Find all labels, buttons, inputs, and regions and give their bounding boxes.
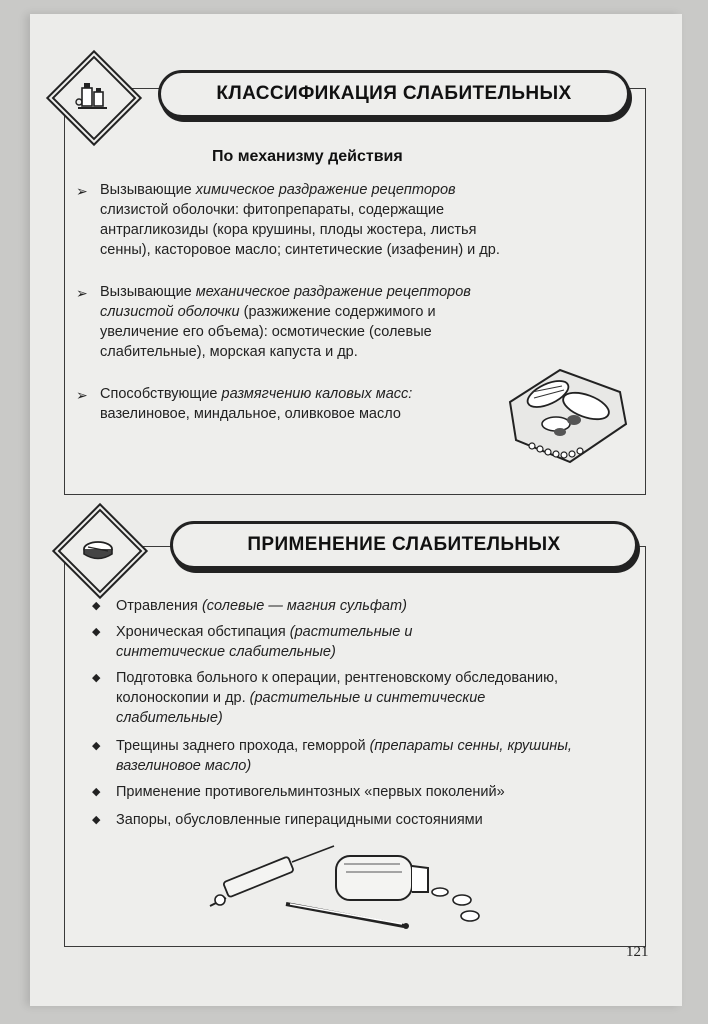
application-item — [92, 810, 612, 830]
item-text: Хроническая обстипация — [116, 624, 290, 640]
diamond-bullet-icon: ◆ — [92, 626, 101, 638]
diamond-bullet-icon: ◆ — [92, 740, 101, 752]
arrowhead-bullet-icon: ➢ — [76, 387, 88, 403]
syringe-icon — [210, 846, 334, 906]
item-italic-text: размягчению каловых масс: — [221, 386, 413, 402]
medical-tools-illustration — [206, 842, 506, 932]
application-item — [92, 622, 492, 662]
item-italic-text: механическое раздражение рецепторов слизистой оболочки — [100, 284, 471, 320]
item-italic-text: (солевые — магния сульфат) — [201, 598, 407, 614]
thermometer-icon — [286, 904, 409, 929]
item-text: Трещины заднего прохода, геморрой — [116, 738, 370, 754]
application-item — [92, 736, 602, 776]
mechanism-subtitle: По механизму действия — [212, 148, 403, 165]
classification-item — [76, 282, 516, 362]
item-text: Запоры, обусловленные гиперацидными состояниями — [116, 812, 483, 828]
item-text: Применение противогельминтозных «первых поколений» — [116, 784, 505, 800]
item-text: Вызывающие — [100, 284, 196, 300]
diamond-bullet-icon: ◆ — [92, 672, 101, 684]
medicine-bottles-icon — [62, 66, 122, 126]
item-text: Подготовка больного к операции, рентгеновскому обследованию, колоноскопии и др. — [116, 670, 559, 706]
application-item — [92, 782, 612, 802]
pill-blister-illustration — [500, 362, 630, 472]
item-text-rest: (разжижение содержимого и увеличение его объема): осмотические (солевые слабительные), морская капуста и др. — [100, 304, 436, 360]
diamond-bullet-icon: ◆ — [92, 786, 101, 798]
item-text: Вызывающие — [100, 182, 196, 198]
application-item — [92, 596, 612, 616]
item-italic-text: (препараты сенны, крушины, вазелиновое масло) — [116, 738, 572, 774]
classification-item — [76, 384, 486, 424]
item-italic-text: (растительные и синтетические слабительные) — [116, 624, 413, 660]
page-number: 121 — [626, 944, 649, 960]
item-italic-text: (растительные и синтетические слабительные) — [116, 690, 486, 726]
arrowhead-bullet-icon: ➢ — [76, 183, 88, 199]
item-text-rest: вазелиновое, миндальное, оливковое масло — [100, 406, 401, 422]
classification-item — [76, 180, 516, 260]
diamond-bullet-icon: ◆ — [92, 814, 101, 826]
diamond-bullet-icon: ◆ — [92, 600, 101, 612]
item-italic-text: химическое раздражение рецепторов — [195, 182, 456, 198]
application-item — [92, 668, 562, 728]
pill-tablet-icon — [68, 519, 128, 579]
item-text: Способствующие — [100, 386, 222, 402]
bottle-icon — [336, 856, 428, 900]
arrowhead-bullet-icon: ➢ — [76, 285, 88, 301]
section1-title: КЛАССИФИКАЦИЯ СЛАБИТЕЛЬНЫХ — [158, 70, 630, 118]
section2-title: ПРИМЕНЕНИЕ СЛАБИТЕЛЬНЫХ — [170, 521, 638, 569]
pills-icon — [432, 888, 479, 921]
item-text: Отравления — [116, 598, 202, 614]
item-text-rest: слизистой оболочки: фитопрепараты, содержащие антрагликозиды (кора крушины, плоды жостера, листья сенны), касторовое масло; синтетические (изафенин) и др. — [100, 202, 500, 258]
